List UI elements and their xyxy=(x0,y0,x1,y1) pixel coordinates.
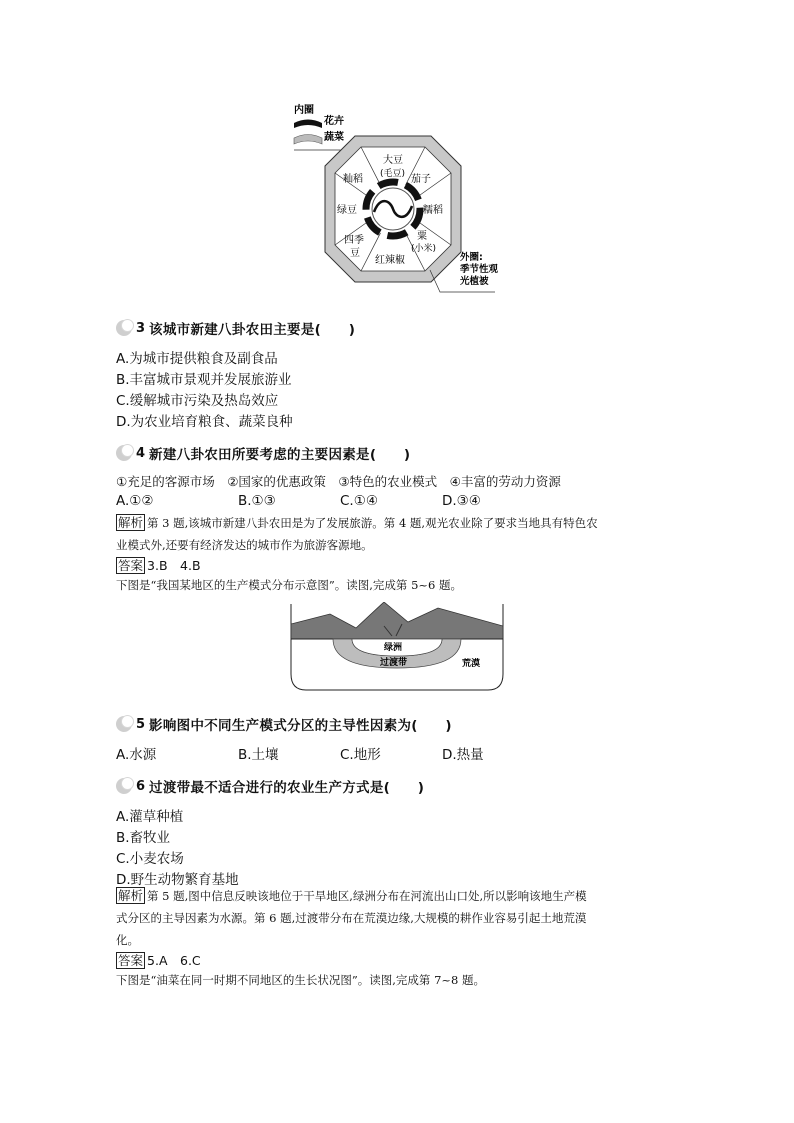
question-4-option-b: B.①③ xyxy=(238,493,276,509)
answer-label: 答案 xyxy=(118,953,144,968)
question-3-option-a: A.为城市提供粮食及副食品 xyxy=(116,351,278,367)
analysis-label: 解析 xyxy=(118,888,144,903)
intro-questions-7-8: 下图是“油菜在同一时期不同地区的生长状况图”。读图,完成第 7~8 题。 xyxy=(116,973,485,987)
segment-millet: 粟 xyxy=(417,231,427,242)
segment-indica-rice: 籼稻 xyxy=(343,174,363,185)
question-6-number: 6 xyxy=(136,778,146,794)
question-5-header xyxy=(116,713,452,735)
question-6-text: 过渡带最不适合进行的农业生产方式是( ) xyxy=(149,780,425,796)
question-4-option-c: C.①④ xyxy=(340,493,378,509)
analysis-label: 解析 xyxy=(118,515,144,530)
solution-5-6-line-3: 化。 xyxy=(116,933,139,947)
solution-3-4 xyxy=(116,512,686,577)
legend-flowers: 花卉 xyxy=(324,116,344,127)
solution-5-6 xyxy=(116,885,686,972)
answer-5-6: 5.A 6.C xyxy=(147,953,201,968)
answer-label: 答案 xyxy=(118,558,144,573)
question-3-header xyxy=(116,317,355,339)
question-4-number: 4 xyxy=(136,445,146,461)
question-4-statement: ①充足的客源市场 ②国家的优惠政策 ③特色的农业模式 ④丰富的劳动力资源 xyxy=(116,474,561,489)
legend-flower-swatch xyxy=(294,120,322,129)
question-4-option-d: D.③④ xyxy=(442,493,481,509)
question-3-option-b: B.丰富城市景观并发展旅游业 xyxy=(116,372,292,388)
solution-5-6-line-2: 式分区的主导因素为水源。第 6 题,过渡带分布在荒漠边缘,大规模的耕作业容易引起土地荒漠 xyxy=(116,911,587,925)
question-6-option-c: C.小麦农场 xyxy=(116,851,184,867)
segment-mung-bean: 绿豆 xyxy=(337,205,357,216)
segment-eggplant: 茄子 xyxy=(411,174,431,185)
question-5-option-a: A.水源 xyxy=(116,747,157,763)
production-mode-figure xyxy=(288,602,506,694)
outer-ring-label-3: 光植被 xyxy=(460,276,489,287)
segment-red-pepper: 红辣椒 xyxy=(375,255,405,266)
solution-3-4-line-2: 业模式外,还要有经济发达的城市作为旅游客源地。 xyxy=(116,538,373,552)
segment-green-bean-1: 四季 xyxy=(344,235,364,246)
question-bullet-icon xyxy=(116,778,132,794)
question-6-header xyxy=(116,775,424,797)
legend-vegetables: 蔬菜 xyxy=(324,132,344,143)
question-3-option-d: D.为农业培育粮食、蔬菜良种 xyxy=(116,414,293,430)
question-5-option-d: D.热量 xyxy=(442,747,484,763)
segment-millet-sub: (小米) xyxy=(411,244,437,254)
bagua-farmland-figure xyxy=(280,100,520,300)
solution-5-6-line-1: 第 5 题,图中信息反映该地位于干旱地区,绿洲分布在河流出山口处,所以影响该地生产模 xyxy=(147,889,587,903)
intro-questions-5-6: 下图是“我国某地区的生产模式分布示意图”。读图,完成第 5~6 题。 xyxy=(116,578,462,592)
question-6-option-d: D.野生动物繁育基地 xyxy=(116,872,239,888)
question-6-option-a: A.灌草种植 xyxy=(116,809,184,825)
outer-ring-label-2: 季节性观 xyxy=(460,264,499,275)
question-bullet-icon xyxy=(116,716,132,732)
legend-vegetable-swatch xyxy=(294,135,322,145)
question-bullet-icon xyxy=(116,320,132,336)
question-3-option-c: C.缓解城市污染及热岛效应 xyxy=(116,393,279,409)
segment-glutinous-rice: 糯稻 xyxy=(423,205,443,216)
question-3-text: 该城市新建八卦农田主要是( ) xyxy=(149,322,356,338)
oasis-label: 绿洲 xyxy=(384,643,403,653)
question-3-number: 3 xyxy=(136,320,146,336)
question-bullet-icon xyxy=(116,445,132,461)
transition-label: 过渡带 xyxy=(380,658,408,668)
solution-3-4-line-1: 第 3 题,该城市新建八卦农田是为了发展旅游。第 4 题,观光农业除了要求当地具有特色农 xyxy=(147,516,598,530)
question-6-option-b: B.畜牧业 xyxy=(116,830,171,846)
question-5-number: 5 xyxy=(136,716,146,732)
segment-green-bean-2: 豆 xyxy=(350,248,360,259)
legend-inner-ring: 内圈 xyxy=(294,105,314,116)
question-5-text: 影响图中不同生产模式分区的主导性因素为( ) xyxy=(149,718,452,734)
outer-ring-label-1: 外圈: xyxy=(460,252,483,263)
question-4-text: 新建八卦农田所要考虑的主要因素是( ) xyxy=(149,447,411,463)
segment-soybean-sub: (毛豆) xyxy=(380,169,406,179)
question-4-option-a: A.①② xyxy=(116,493,154,509)
answer-3-4: 3.B 4.B xyxy=(147,558,201,573)
question-5-option-b: B.土壤 xyxy=(238,747,279,763)
desert-label: 荒漠 xyxy=(462,659,481,669)
question-5-option-c: C.地形 xyxy=(340,747,381,763)
segment-soybean: 大豆 xyxy=(383,155,403,166)
question-4-header xyxy=(116,442,410,464)
